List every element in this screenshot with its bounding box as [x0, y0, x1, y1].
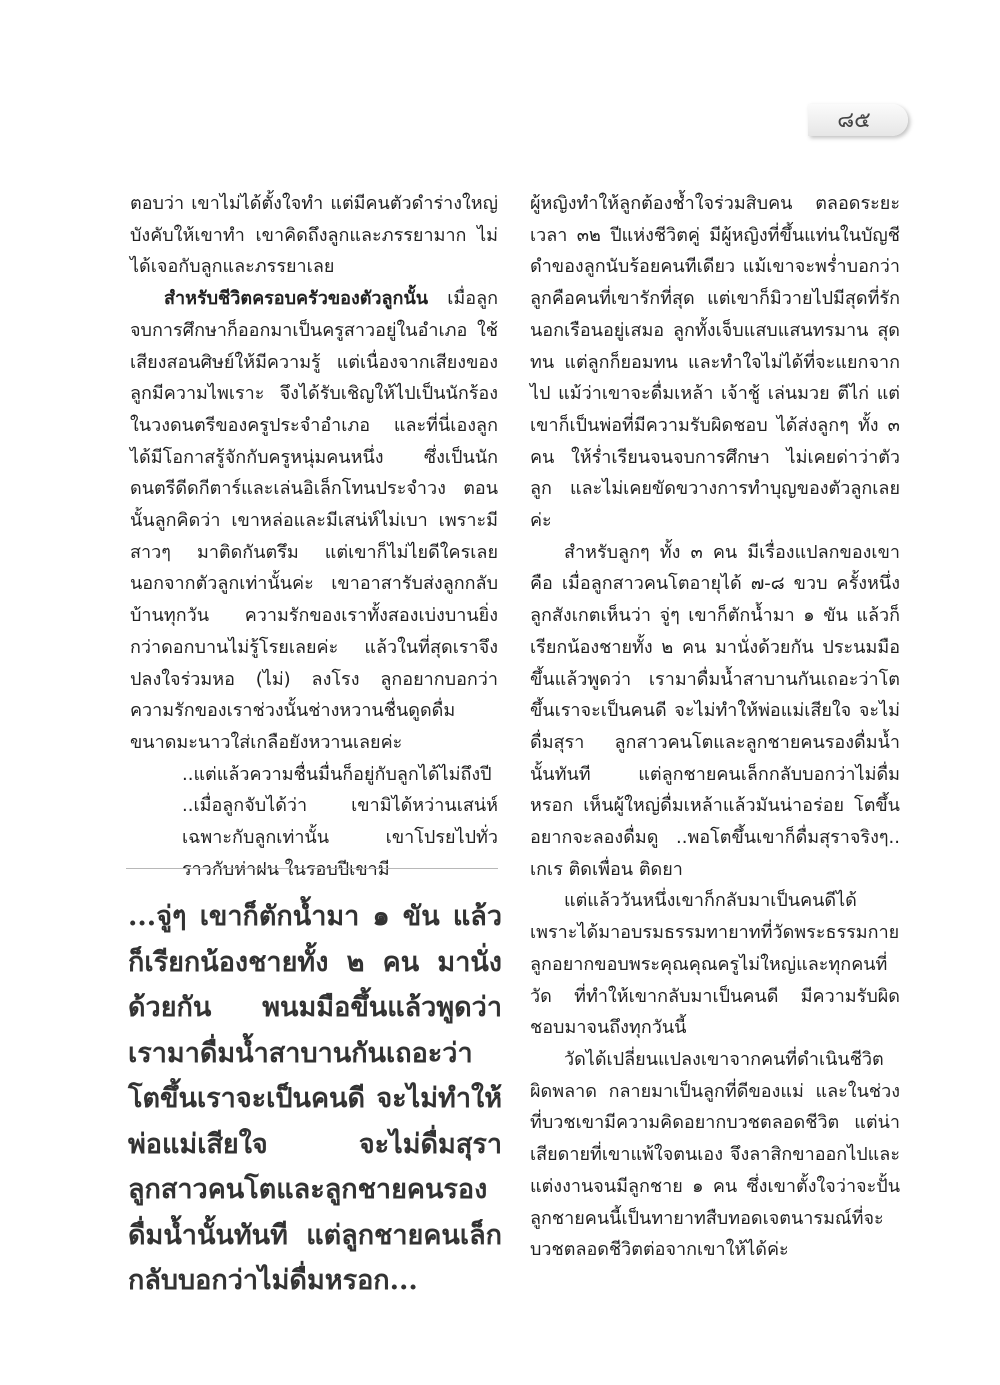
page-number: ๘๕	[837, 108, 871, 133]
left-paragraph-2-body: เมื่อลูกจบการศึกษาก็ออกมาเป็นครูสาวอยู่ในอำเภอ ใช้เสียงสอนศิษย์ให้มีความรู้ แต่เนื่องจากเสียงของลูกมีความไพเราะ จึงได้รับเชิญให้ไปเป็นนักร้องในวงดนตรีของครูประจำอำเภอ และที่นี่เองลูกได้มีโอกาสรู้จักกับครูหนุ่มคนหนึ่ง ซึ่งเป็นนักดนตรีดีดกีตาร์และเล่นอิเล็กโทนประจำวง ตอนนั้นลูกคิดว่า เขาหล่อและมีเสน่ห์ไม่เบา เพราะมีสาวๆ มาติดกันตรึม แต่เขาก็ไม่ไยดีใครเลย นอกจากตัวลูกเท่านั้นค่ะ เขาอาสารับส่งลูกกลับบ้านทุกวัน ความรักของเราทั้งสองเบ่งบานยิ่งกว่าดอกบานไม่รู้โรยเลยค่ะ แล้วในที่สุดเราจึงปลงใจร่วมหอ (ไม่) ลงโรง ลูกอยากบอกว่า ความรักของเราช่วงนั้นช่างหวานชื่นดูดดื่มขนาดมะนาวใส่เกลือยังหวานเลยค่ะ	[130, 288, 498, 753]
right-paragraph-2: สำหรับลูกๆ ทั้ง ๓ คน มีเรื่องแปลกของเขาคือ เมื่อลูกสาวคนโตอายุได้ ๗-๘ ขวบ ครั้งหนึ่งลูกสังเกตเห็นว่า จู่ๆ เขาก็ตักน้ำมา ๑ ขัน แล้วก็เรียกน้องชายทั้ง ๒ คน มานั่งด้วยกัน ประนมมือขึ้นแล้วพูดว่า เรามาดื่มน้ำสาบานกันเถอะว่าโตขึ้นเราจะเป็นคนดี จะไม่ทำให้พ่อแม่เสียใจ จะไม่ดื่มสุรา ลูกสาวคนโตและลูกชายคนรองดื่มน้ำนั้นทันที แต่ลูกชายคนเล็กกลับบอกว่าไม่ดื่มหรอก เห็นผู้ใหญ่ดื่มเหล้าแล้วมันน่าอร่อย โตขึ้นอยากจะลองดื่มดู ..พอโตขึ้นเขาก็ดื่มสุราจริงๆ.. เกเร ติดเพื่อน ติดยา	[530, 541, 900, 880]
pull-quote: ...จู่ๆ เขาก็ตักน้ำมา ๑ ขัน แล้วก็เรียกน้องชายทั้ง ๒ คน มานั่งด้วยกัน พนมมือขึ้นแล้วพูดว่า เรามาดื่มน้ำสาบานกันเถอะว่าโตขึ้นเราจะเป็นคนดี จะไม่ทำให้พ่อแม่เสียใจ จะไม่ดื่มสุรา ลูกสาวคนโตและลูกชายคนรองดื่มน้ำนั้นทันที แต่ลูกชายคนเล็กกลับบอกว่าไม่ดื่มหรอก...	[128, 901, 502, 1296]
right-paragraph-1: ผู้หญิงทำให้ลูกต้องช้ำใจร่วมสิบคน ตลอดระยะเวลา ๓๒ ปีแห่งชีวิตคู่ มีผู้หญิงที่ขึ้นแท่นในบัญชีดำของลูกนับร้อยคนทีเดียว แม้เขาจะพร่ำบอกว่า ลูกคือคนที่เขารักที่สุด แต่เขาก็มิวายไปมีสุดที่รักนอกเรือนอยู่เสมอ ลูกทั้งเจ็บแสบแสนทรมาน สุดทน แต่ลูกก็ยอมทน และทำใจไม่ได้ที่จะแยกจากไป แม้ว่าเขาจะดื่มเหล้า เจ้าชู้ เล่นมวย ตีไก่ แต่เขาก็เป็นพ่อที่มีความรับผิดชอบ ได้ส่งลูกๆ ทั้ง ๓ คน ให้ร่ำเรียนจนจบการศึกษา ไม่เคยด่าว่าตัวลูก และไม่เคยขัดขวางการทำบุญของตัวลูกเลยค่ะ	[530, 193, 900, 532]
right-paragraph-3: แต่แล้ววันหนึ่งเขาก็กลับมาเป็นคนดีได้ เพราะได้มาอบรมธรรมทายาทที่วัดพระธรรมกาย ลูกอยากขอบพระคุณคุณครูไม่ใหญ่และทุกคนที่วัด ที่ทำให้เขากลับมาเป็นคนดี มีความรับผิดชอบมาจนถึงทุกวันนี้	[530, 890, 900, 1039]
left-column	[130, 188, 498, 885]
right-column	[530, 188, 900, 1266]
left-paragraph-1: ตอบว่า เขาไม่ได้ตั้งใจทำ แต่มีคนตัวดำร่างใหญ่บังคับให้เขาทำ เขาคิดถึงลูกและภรรยามาก ไม่ได้เจอกับลูกและภรรยาเลย	[130, 193, 498, 278]
left-paragraph-3: ..แต่แล้วความชื่นมื่นก็อยู่กับลูกได้ไม่ถึงปี ..เมื่อลูกจับได้ว่า เขามิได้หว่านเสน่ห์เฉพาะกับลูกเท่านั้น เขาโปรยไปทั่วราวกับห่าฝน ในรอบปีเขามี	[182, 763, 498, 880]
left-paragraph-2	[130, 283, 498, 759]
right-paragraph-4: วัดได้เปลี่ยนแปลงเขาจากคนที่ดำเนินชีวิตผิดพลาด กลายมาเป็นลูกที่ดีของแม่ และในช่วงที่บวชเขามีความคิดอยากบวชตลอดชีวิต แต่น่าเสียดายที่เขาแพ้ใจตนเอง จึงลาสิกขาออกไปและแต่งงานจนมีลูกชาย ๑ คน ซึ่งเขาตั้งใจว่าจะปั้นลูกชายคนนี้เป็นทายาทสืบทอดเจตนารมณ์ที่จะบวชตลอดชีวิตต่อจากเขาให้ได้ค่ะ	[530, 1048, 900, 1261]
pull-quote-divider	[126, 868, 498, 869]
left-paragraph-2-lead: สำหรับชีวิตครอบครัวของตัวลูกนั้น	[164, 288, 429, 310]
